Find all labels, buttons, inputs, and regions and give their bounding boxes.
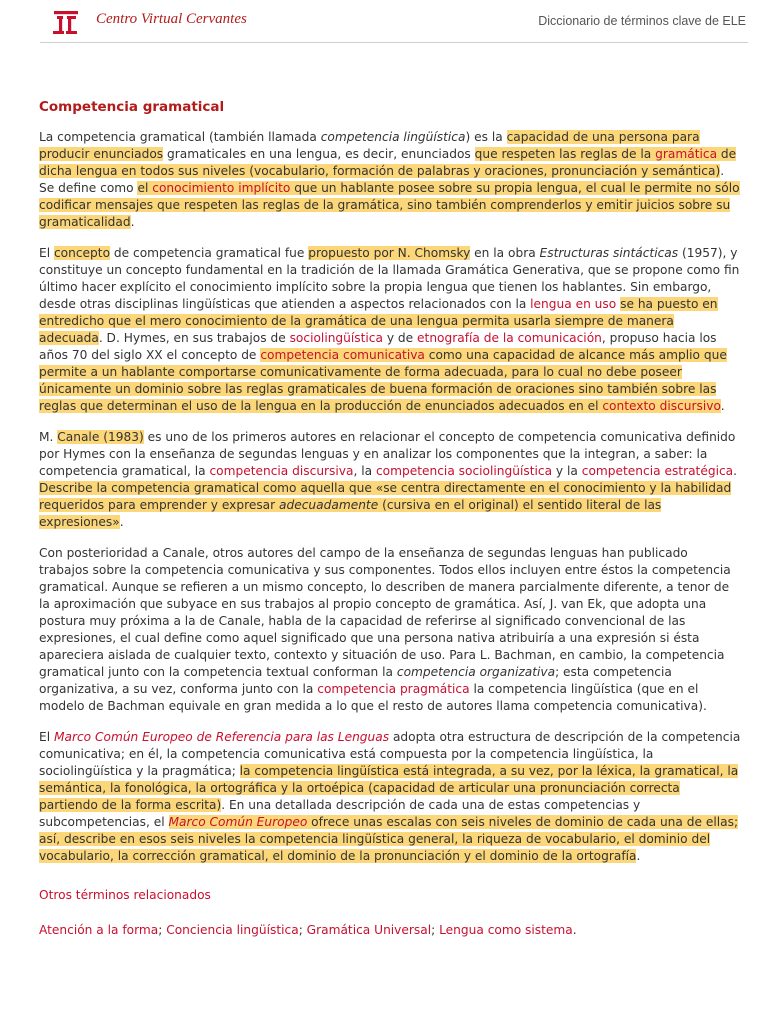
link-contexto-discursivo[interactable]: contexto discursivo	[602, 399, 721, 413]
highlight: se ha puesto en entredicho que el mero conocimiento de la gramática de una lengua permita usarla siempre de manera adecuada	[39, 297, 718, 345]
highlight: Canale (1983)	[57, 430, 144, 444]
link-competencia-sociolinguistica[interactable]: competencia sociolingüística	[375, 464, 553, 478]
link-lengua-en-uso[interactable]: lengua en uso	[530, 297, 617, 311]
link-etnografia-comunicacion[interactable]: etnografía de la comunicación	[417, 331, 602, 345]
paragraph-2	[39, 245, 741, 415]
related-terms-heading: Otros términos relacionados	[39, 888, 211, 902]
link-competencia-discursiva[interactable]: competencia discursiva	[209, 464, 354, 478]
link-sociolinguistica[interactable]: sociolingüística	[289, 331, 383, 345]
dictionary-title: Diccionario de términos clave de ELE	[538, 14, 746, 28]
text: ; esta competencia organizativa, a su vez, conforma junto con la	[39, 665, 672, 696]
text: M.	[39, 430, 58, 444]
text: El	[39, 246, 54, 260]
text: . D. Hymes, en sus trabajos de	[98, 331, 290, 345]
highlight: la competencia lingüística está integrada, a su vez, por la léxica, la gramatical, la semántica, la fonológica, la ortográfica y la ortoépica (capacidad de articular una pronunciación correcta partiendo de la forma escrita)	[39, 764, 739, 812]
text: (1957), y constituye un concepto fundamental en la tradición de la llamada Gramática Generativa, que se propone como fin último hacer explícito el conocimiento implícito sobre la propia lengua que tienen los hablantes. Sin embargo, desde otras disciplinas lingüísticas que atienden a aspectos relacionados con la	[39, 246, 740, 311]
emphasis: Marco Común Europeo	[168, 815, 308, 829]
emphasis: competencia organizativa	[396, 665, 556, 679]
separator: .	[572, 923, 577, 937]
emphasis: adecuadamente	[279, 498, 379, 512]
site-header	[40, 0, 748, 43]
article	[39, 43, 741, 939]
separator: ;	[298, 923, 307, 937]
text: (cursiva en el original) el sentido literal de las expresiones»	[39, 498, 662, 529]
text: como una capacidad de alcance más amplio que permite a un hablante comportarse comunicativamente de forma adecuada, para lo cual no debe poseer únicamente un dominio sobre las reglas gramaticales de buena formación de oraciones sino también sobre las reglas que determinan el uso de la lengua en la producción de enunciados adecuados en el	[39, 348, 727, 413]
text: . Se define como	[39, 164, 725, 195]
text: es uno de los primeros autores en relacionar el concepto de competencia comunicativa definido por Hymes con la enseñanza de segundas lenguas y en analizar los componentes que la integran, a saber: la competencia gramatical, la	[39, 430, 736, 478]
related-link-lengua-como-sistema[interactable]: Lengua como sistema	[439, 923, 573, 937]
highlight: capacidad de una persona para producir enunciados	[39, 130, 700, 161]
related-link-atencion-forma[interactable]: Atención a la forma	[39, 923, 159, 937]
link-competencia-pragmatica[interactable]: competencia pragmática	[317, 682, 470, 696]
highlight	[39, 481, 731, 529]
text: gramaticales en una lengua, es decir, enunciados	[163, 147, 475, 161]
separator: ;	[158, 923, 167, 937]
text: Describe la competencia gramatical como aquella que «se centra directamente en el conocimiento y la habilidad requeridos para emprender y expresar	[39, 481, 732, 512]
link-conocimiento-implicito[interactable]: conocimiento implícito	[152, 181, 291, 195]
text: y la	[552, 464, 582, 478]
paragraph-3	[39, 429, 741, 531]
text: que respeten las reglas de la	[474, 147, 656, 161]
text: , propuso hacia los años 70 del siglo XX el concepto de	[39, 331, 717, 362]
text: .	[720, 399, 725, 413]
related-link-gramatica-universal[interactable]: Gramática Universal	[306, 923, 432, 937]
text: la competencia lingüística (que en el modelo de Bachman equivale en gran medida a lo que el resto de autores llama competencia comunicativa).	[39, 682, 707, 713]
highlight: propuesto por N. Chomsky	[308, 246, 471, 260]
text: Con posterioridad a Canale, otros autores del campo de la enseñanza de segundas lenguas han publicado trabajos sobre la competencia comunicativa y sus componentes. Todos ellos incluyen entre éstos la competencia gramatical. Aunque se refieren a un mismo concepto, lo describen de manera parcialmente diferente, a tenor de la aproximación que subyace en sus trabajos al propio concepto de gramática. Así, J. van Ek, que adopta una postura muy próxima a la de Canale, habla de la capacidad de referirse al significado convencional de las expresiones, el cual define como aquel significado que una persona nativa atribuiría a una expresión si ésta apareciera aislada de cualquier texto, contexto y situación de uso. Para L. Bachman, en cambio, la competencia gramatical junto con la competencia textual conforman la	[39, 546, 731, 679]
text: ) es la	[465, 130, 507, 144]
link-gramatica[interactable]: gramática	[655, 147, 718, 161]
text: de dicha lengua en todos sus niveles (vocabulario, formación de palabras y oraciones, pronunciación y semántica)	[39, 147, 737, 178]
text: el	[137, 181, 153, 195]
highlight: concepto	[53, 246, 111, 260]
text: .	[636, 849, 641, 863]
paragraph-1	[39, 129, 741, 231]
related-terms-list	[39, 922, 741, 939]
text: de competencia gramatical fue	[110, 246, 309, 260]
emphasis: Marco Común Europeo de Referencia para las Lenguas	[53, 730, 390, 744]
link-competencia-comunicativa[interactable]: competencia comunicativa	[260, 348, 425, 362]
text: en la obra	[470, 246, 540, 260]
text: La competencia gramatical (también llamada	[39, 130, 321, 144]
separator: ;	[431, 923, 440, 937]
text: .	[119, 515, 124, 529]
paragraph-5	[39, 729, 741, 865]
cervantes-logo-icon	[48, 8, 82, 36]
emphasis: Estructuras sintácticas	[539, 246, 679, 260]
text: .	[733, 464, 737, 478]
text: ofrece unas escalas con seis niveles de dominio de cada una de ellas; así, describe en esos seis niveles la competencia lingüística general, la riqueza de vocabulario, el dominio del vocabulario, la corrección gramatical, el dominio de la pronunciación y el dominio de la ortografía	[39, 815, 739, 863]
text: adopta otra estructura de descripción de la competencia comunicativa; en él, la competencia comunicativa está compuesta por la competencia lingüística, la sociolingüística y la pragmática;	[39, 730, 741, 778]
text: y de	[382, 331, 418, 345]
text: El	[39, 730, 54, 744]
paragraph-4	[39, 545, 741, 715]
text: .	[130, 215, 135, 229]
text: , la	[353, 464, 376, 478]
text: que un hablante posee sobre su propia lengua, el cual le permite no sólo codificar mensajes que respeten las reglas de la gramática, sino también comprenderlos y emitir juicios sobre su gramaticalidad	[39, 181, 740, 229]
logo-text: Centro Virtual Cervantes	[96, 11, 247, 27]
emphasis: competencia lingüística	[320, 130, 466, 144]
link-competencia-estrategica[interactable]: competencia estratégica	[581, 464, 734, 478]
link-marco-comun-europeo[interactable]	[169, 815, 308, 829]
link-marco-comun-europeo-referencia[interactable]	[54, 730, 389, 744]
article-title: Competencia gramatical	[39, 99, 225, 115]
highlight	[39, 181, 740, 229]
related-link-conciencia-linguistica[interactable]: Conciencia lingüística	[166, 923, 299, 937]
text: . En una detallada descripción de cada una de estas competencias y subcompetencias, el	[39, 798, 641, 829]
